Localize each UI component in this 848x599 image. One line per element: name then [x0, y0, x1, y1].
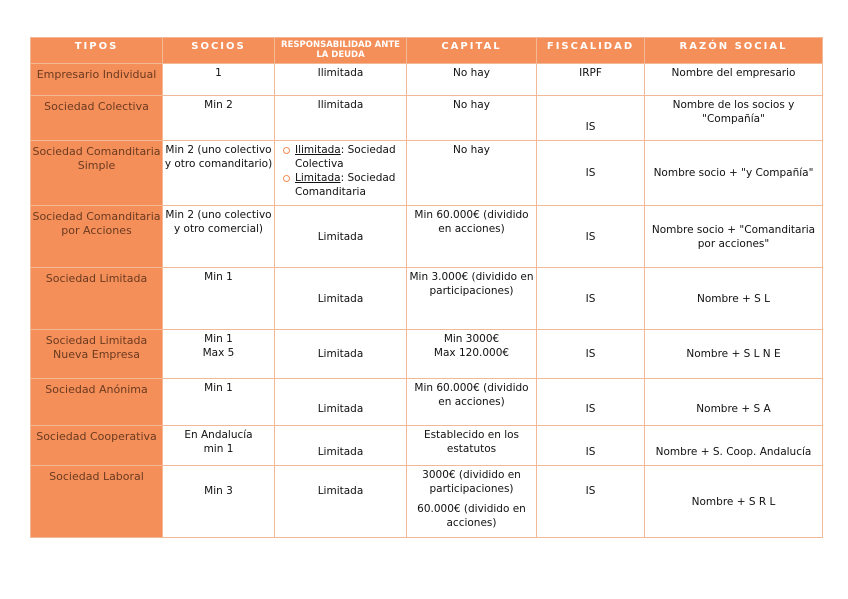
razon-social-cell: Nombre socio + "y Compañía": [645, 141, 823, 206]
socios-cell: Min 3: [163, 466, 275, 538]
header-responsabilidad: RESPONSABILIDAD ANTE LA DEUDA: [275, 38, 407, 64]
responsabilidad-cell: Ilimitada: [275, 96, 407, 141]
capital-acciones: 60.000€ (dividido en acciones): [417, 503, 526, 529]
socios-cell: [163, 330, 275, 379]
razon-social-cell: Nombre + S A: [645, 379, 823, 426]
capital-cell: No hay: [407, 96, 537, 141]
razon-social-cell: Nombre + S L N E: [645, 330, 823, 379]
socios-cell: Min 1: [163, 268, 275, 330]
socios-min: min 1: [203, 443, 234, 455]
capital-min: Min 3000€: [443, 333, 500, 345]
table-row: [31, 466, 823, 538]
responsabilidad-cell: Ilimitada: [275, 64, 407, 96]
tipo-cell: Empresario Individual: [31, 64, 163, 96]
socios-max: Max 5: [202, 347, 235, 359]
responsabilidad-cell: Limitada: [275, 330, 407, 379]
table-row: [31, 426, 823, 466]
capital-cell: [407, 330, 537, 379]
razon-social-cell: Nombre + S. Coop. Andalucía: [645, 426, 823, 466]
resp-detail: : Sociedad Colectiva: [295, 144, 396, 170]
razon-social-cell: Nombre + S L: [645, 268, 823, 330]
list-item: [281, 171, 404, 199]
responsabilidad-cell: Limitada: [275, 466, 407, 538]
fiscalidad-cell: IS: [537, 96, 645, 141]
razon-social-cell: Nombre + S R L: [645, 466, 823, 538]
header-fiscalidad: FISCALIDAD: [537, 38, 645, 64]
socios-cell: [163, 426, 275, 466]
responsabilidad-cell: [275, 141, 407, 206]
resp-detail: : Sociedad Comanditaria: [295, 172, 396, 198]
fiscalidad-cell: IS: [537, 379, 645, 426]
table-row: [31, 268, 823, 330]
capital-cell: Establecido en los estatutos: [407, 426, 537, 466]
tipo-cell: Sociedad Comanditaria Simple: [31, 141, 163, 206]
capital-max: Max 120.000€: [433, 347, 510, 359]
responsabilidad-cell: Limitada: [275, 379, 407, 426]
header-capital: CAPITAL: [407, 38, 537, 64]
table-row: [31, 64, 823, 96]
capital-cell: No hay: [407, 141, 537, 206]
header-tipos: TIPOS: [31, 38, 163, 64]
tipo-cell: Sociedad Limitada: [31, 268, 163, 330]
header-row: [31, 38, 823, 64]
capital-cell: [407, 466, 537, 538]
table-row: [31, 141, 823, 206]
resp-label: Ilimitada: [295, 144, 341, 156]
razon-social-cell: Nombre socio + "Comanditaria por acciones": [645, 206, 823, 268]
responsabilidad-list: [275, 143, 406, 199]
responsabilidad-cell: Limitada: [275, 206, 407, 268]
table-row: [31, 206, 823, 268]
tipo-cell: Sociedad Laboral: [31, 466, 163, 538]
fiscalidad-cell: IS: [537, 426, 645, 466]
capital-cell: Min 60.000€ (dividido en acciones): [407, 379, 537, 426]
table-row: [31, 330, 823, 379]
fiscalidad-cell: IRPF: [537, 64, 645, 96]
tipo-cell: Sociedad Colectiva: [31, 96, 163, 141]
sociedades-table: [30, 37, 823, 538]
tipo-cell: Sociedad Cooperativa: [31, 426, 163, 466]
tipo-cell: Sociedad Limitada Nueva Empresa: [31, 330, 163, 379]
responsabilidad-cell: Limitada: [275, 268, 407, 330]
fiscalidad-cell: IS: [537, 330, 645, 379]
table-row: [31, 96, 823, 141]
fiscalidad-cell: IS: [537, 268, 645, 330]
socios-region: En Andalucía: [184, 429, 253, 441]
socios-min: Min 1: [204, 333, 233, 345]
razon-social-cell: Nombre del empresario: [645, 64, 823, 96]
resp-label: Limitada: [295, 172, 341, 184]
header-razon-social: RAZÓN SOCIAL: [645, 38, 823, 64]
capital-participaciones: 3000€ (dividido en participaciones): [422, 469, 521, 495]
razon-social-cell: Nombre de los socios y "Compañía": [645, 96, 823, 141]
capital-cell: Min 3.000€ (dividido en participaciones): [407, 268, 537, 330]
table-row: [31, 379, 823, 426]
header-socios: SOCIOS: [163, 38, 275, 64]
capital-cell: No hay: [407, 64, 537, 96]
socios-cell: 1: [163, 64, 275, 96]
fiscalidad-cell: IS: [537, 206, 645, 268]
capital-cell: Min 60.000€ (dividido en acciones): [407, 206, 537, 268]
socios-cell: Min 2 (uno colectivo y otro comanditario): [163, 141, 275, 206]
tipo-cell: Sociedad Comanditaria por Acciones: [31, 206, 163, 268]
socios-cell: Min 2 (uno colectivo y otro comercial): [163, 206, 275, 268]
fiscalidad-cell: IS: [537, 466, 645, 538]
tipo-cell: Sociedad Anónima: [31, 379, 163, 426]
socios-cell: Min 2: [163, 96, 275, 141]
fiscalidad-cell: IS: [537, 141, 645, 206]
socios-cell: Min 1: [163, 379, 275, 426]
list-item: [281, 143, 404, 171]
responsabilidad-cell: Limitada: [275, 426, 407, 466]
